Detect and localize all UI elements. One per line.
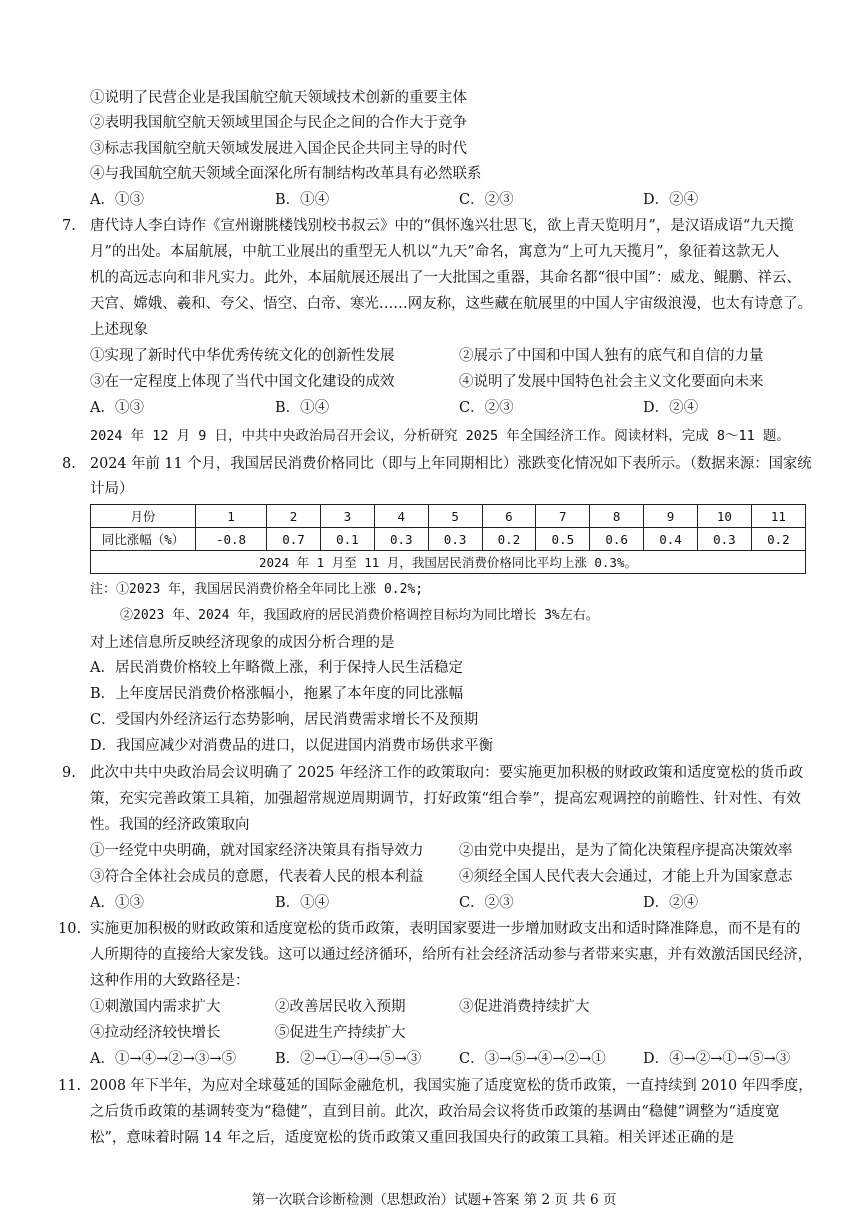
q6-option-a: A．①③ [90,192,144,208]
q6-option-b: B．①④ [275,192,330,208]
q10-item-3: ③促进消费持续扩大 [459,999,590,1015]
q6-option-c: C．②③ [459,192,514,208]
q7-number: 7. [62,218,76,234]
table-cell: 0.5 [536,528,590,551]
table-cell: 0.7 [267,528,321,551]
q8-option-c: C．受国内外经济运行态势影响，居民消费需求增长不及预期 [90,712,479,728]
q11-stem-line: 之后货币政策的基调转变为“稳健”，直到目前。此次，政治局会议将货币政策的基调由“稳健”调整为“适度宽 [90,1104,780,1120]
q8-option-a: A．居民消费价格较上年略微上涨，利于保持人民生活稳定 [90,660,463,676]
q10-item-5: ⑤促进生产持续扩大 [275,1025,406,1041]
q9-option-a: A．①③ [90,895,144,911]
q7-item-2: ②展示了中国和中国人独有的底气和自信的力量 [459,348,764,364]
q6-item-1: ①说明了民营企业是我国航空航天领域技术创新的重要主体 [90,90,467,106]
cpi-table [90,504,806,574]
table-cell: 0.4 [644,528,698,551]
material-intro: 2024 年 12 月 9 日，中共中央政治局召开会议，分析研究 2025 年全国经济工作。阅读材料，完成 8～11 题。 [90,428,790,444]
q10-number: 10. [58,921,82,937]
q8-note-1: 注：①2023 年，我国居民消费价格全年同比上涨 0.2%; [90,582,424,597]
table-header-row [91,505,806,528]
q9-stem-line: 性。我国的经济政策取向 [90,817,250,833]
q9-option-c: C．②③ [459,895,514,911]
table-header-cell: 2 [267,505,321,528]
q7-option-d: D．②④ [643,400,699,416]
q10-option-c: C．③→⑤→④→②→① [459,1051,606,1067]
table-header-cell: 5 [428,505,482,528]
table-header-cell: 月份 [91,505,196,528]
table-cell: -0.8 [196,528,267,551]
q7-option-a: A．①③ [90,400,144,416]
q9-stem-line: 策，充实完善政策工具箱，加强超常规逆周期调节，打好政策“组合拳”，提高宏观调控的前瞻性、针对性、有效 [90,791,801,807]
q9-item-1: ①一经党中央明确，就对国家经济决策具有指导效力 [90,843,424,859]
table-cell: 0.3 [697,528,751,551]
q10-option-d: D．④→②→①→⑤→③ [643,1051,791,1067]
q7-stem-line: 月”的出处。本届航展，中航工业展出的重型无人机以“九天”命名，寓意为“上可九天揽月”，象征着这款无人 [90,244,780,260]
table-summary-row [91,551,806,574]
q9-item-3: ③符合全体社会成员的意愿，代表着人民的根本利益 [90,869,424,885]
q10-item-4: ④拉动经济较快增长 [90,1025,221,1041]
q11-stem-line: 松”，意味着时隔 14 年之后，适度宽松的货币政策又重回我国央行的政策工具箱。相关评述正确的是 [90,1130,735,1146]
q8-number: 8. [62,456,76,472]
table-cell: 0.3 [428,528,482,551]
q8-option-b: B．上年度居民消费价格涨幅小，拖累了本年度的同比涨幅 [90,686,464,702]
table-row [91,528,806,551]
q9-stem-line: 此次中共中央政治局会议明确了 2025 年经济工作的政策取向：要实施更加积极的财政政策和适度宽松的货币政 [90,765,804,781]
q11-stem-line: 2008 年下半年，为应对全球蔓延的国际金融危机，我国实施了适度宽松的货币政策，一直持续到 2010 年四季度， [90,1078,813,1094]
table-cell: 0.3 [374,528,428,551]
table-header-cell: 6 [482,505,536,528]
q7-stem-line: 天宫、嫦娥、羲和、夸父、悟空、白帝、寒光……网友称，这些藏在航展里的中国人宇宙级浪漫，也太有诗意了。 [90,296,813,312]
q10-item-1: ①刺激国内需求扩大 [90,999,221,1015]
q10-stem-line: 实施更加积极的财政政策和适度宽松的货币政策，表明国家要进一步增加财政支出和适时降准降息，而不是有的 [90,921,801,937]
table-cell: 0.6 [590,528,644,551]
q7-item-3: ③在一定程度上体现了当代中国文化建设的成效 [90,374,395,390]
q10-stem-line: 人所期待的直接给大家发钱。这可以通过经济循环，给所有社会经济活动参与者带来实惠，并有效激活国民经济， [90,947,813,963]
table-header-cell: 9 [644,505,698,528]
q6-item-3: ③标志我国航空航天领域发展进入国企民企共同主导的时代 [90,141,467,157]
table-header-cell: 7 [536,505,590,528]
q8-stem-line: 计局） [90,481,134,497]
q9-number: 9. [62,765,76,781]
table-header-cell: 4 [374,505,428,528]
table-cell: 0.2 [482,528,536,551]
q7-stem-line: 上述现象 [90,322,148,338]
table-header-cell: 11 [751,505,805,528]
q9-option-b: B．①④ [275,895,330,911]
q9-item-4: ④须经全国人民代表大会通过，才能上升为国家意志 [459,869,793,885]
q10-option-a: A．①→④→②→③→⑤ [90,1051,237,1067]
q7-item-4: ④说明了发展中国特色社会主义文化要面向未来 [459,374,764,390]
page-footer: 第一次联合诊断检测（思想政治）试题+答案 第 2 页 共 6 页 [251,1192,617,1208]
table-cell: 0.1 [320,528,374,551]
q9-option-d: D．②④ [643,895,699,911]
q8-note-2: ②2023 年、2024 年，我国政府的居民消费价格调控目标均为同比增长 3%左右。 [120,608,599,623]
q7-stem-line: 机的高远志向和非凡实力。此外，本届航展还展出了一大批国之重器，其命名都“很中国”：威龙、鲲鹏、祥云、 [90,270,801,286]
q8-stem-line: 2024 年前 11 个月，我国居民消费价格同比（即与上年同期相比）涨跌变化情况如下表所示。（数据来源：国家统 [90,456,812,472]
q10-item-2: ②改善居民收入预期 [275,999,406,1015]
q6-item-2: ②表明我国航空航天领域里国企与民企之间的合作大于竞争 [90,115,467,131]
table-header-cell: 3 [320,505,374,528]
q7-option-b: B．①④ [275,400,330,416]
table-header-cell: 8 [590,505,644,528]
q8-option-d: D．我国应减少对消费品的进口，以促进国内消费市场供求平衡 [90,738,494,754]
q10-option-b: B．②→①→④→⑤→③ [275,1051,422,1067]
q8-question: 对上述信息所反映经济现象的成因分析合理的是 [90,635,395,651]
q7-item-1: ①实现了新时代中华优秀传统文化的创新性发展 [90,348,395,364]
q10-stem-line: 这种作用的大致路径是： [90,973,250,989]
table-header-cell: 1 [196,505,267,528]
table-cell: 0.2 [751,528,805,551]
q7-option-c: C．②③ [459,400,514,416]
table-row-label: 同比涨幅（%） [91,528,196,551]
q11-number: 11. [58,1078,82,1094]
q6-option-d: D．②④ [643,192,699,208]
q6-item-4: ④与我国航空航天领域全面深化所有制结构改革具有必然联系 [90,166,482,182]
table-header-cell: 10 [697,505,751,528]
q9-item-2: ②由党中央提出，是为了简化决策程序提高决策效率 [459,843,793,859]
q7-stem-line: 唐代诗人李白诗作《宣州谢朓楼饯别校书叔云》中的“俱怀逸兴壮思飞，欲上青天览明月”，是汉语成语“九天揽 [90,218,794,234]
table-summary: 2024 年 1 月至 11 月，我国居民消费价格同比平均上涨 0.3%。 [91,551,806,574]
